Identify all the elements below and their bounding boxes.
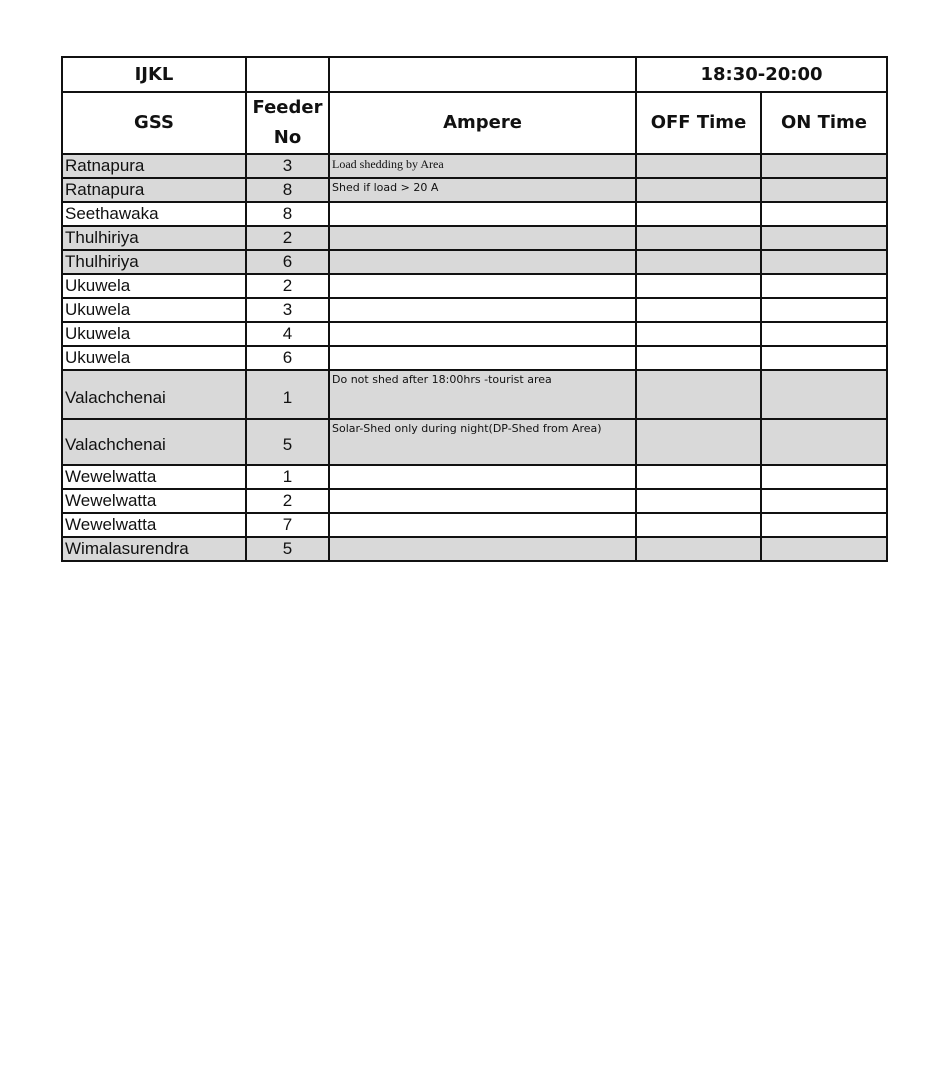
gss-cell: Ratnapura	[62, 154, 246, 178]
table-row	[62, 322, 887, 346]
feeder-no-cell: 5	[246, 419, 329, 465]
off-time-cell	[636, 370, 761, 419]
table-row	[62, 226, 887, 250]
feeder-no-cell: 7	[246, 513, 329, 537]
feeder-no-cell: 8	[246, 202, 329, 226]
ampere-note-cell	[329, 250, 636, 274]
gss-cell: Valachchenai	[62, 370, 246, 419]
ampere-note-cell	[329, 489, 636, 513]
on-time-cell	[761, 154, 887, 178]
table-row	[62, 419, 887, 465]
gss-cell: Thulhiriya	[62, 226, 246, 250]
off-time-cell	[636, 346, 761, 370]
feeder-header-line1: Feeder	[252, 97, 323, 118]
ampere-note-cell: Load shedding by Area	[329, 154, 636, 178]
on-time-cell	[761, 274, 887, 298]
table-row	[62, 250, 887, 274]
gss-cell: Thulhiriya	[62, 250, 246, 274]
off-time-cell	[636, 513, 761, 537]
ampere-note-cell	[329, 465, 636, 489]
table-row	[62, 370, 887, 419]
on-time-cell	[761, 465, 887, 489]
header-area-code: IJKL	[62, 57, 246, 92]
ampere-note-cell: Shed if load > 20 A	[329, 178, 636, 202]
column-header-gss: GSS	[62, 92, 246, 154]
feeder-no-cell: 4	[246, 322, 329, 346]
ampere-note-cell	[329, 274, 636, 298]
feeder-no-cell: 1	[246, 370, 329, 419]
on-time-cell	[761, 178, 887, 202]
ampere-note-cell	[329, 322, 636, 346]
ampere-note-cell: Do not shed after 18:00hrs -tourist area	[329, 370, 636, 419]
feeder-no-cell: 2	[246, 489, 329, 513]
off-time-cell	[636, 537, 761, 561]
gss-cell: Ukuwela	[62, 298, 246, 322]
ampere-note-cell	[329, 537, 636, 561]
table-row	[62, 537, 887, 561]
off-time-cell	[636, 178, 761, 202]
on-time-cell	[761, 513, 887, 537]
table-body	[62, 154, 887, 561]
ampere-note-cell	[329, 346, 636, 370]
gss-cell: Wewelwatta	[62, 489, 246, 513]
gss-cell: Wewelwatta	[62, 513, 246, 537]
feeder-no-cell: 8	[246, 178, 329, 202]
gss-cell: Ukuwela	[62, 322, 246, 346]
on-time-cell	[761, 298, 887, 322]
gss-cell: Ratnapura	[62, 178, 246, 202]
feeder-no-cell: 6	[246, 250, 329, 274]
column-header-on-time: ON Time	[761, 92, 887, 154]
on-time-cell	[761, 322, 887, 346]
table-row	[62, 178, 887, 202]
load-shedding-table	[61, 56, 888, 562]
header-blank-1	[246, 57, 329, 92]
on-time-cell	[761, 202, 887, 226]
table-row	[62, 465, 887, 489]
table-row	[62, 346, 887, 370]
feeder-no-cell: 1	[246, 465, 329, 489]
table-row	[62, 513, 887, 537]
gss-cell: Seethawaka	[62, 202, 246, 226]
off-time-cell	[636, 274, 761, 298]
column-header-ampere: Ampere	[329, 92, 636, 154]
off-time-cell	[636, 226, 761, 250]
header-blank-2	[329, 57, 636, 92]
off-time-cell	[636, 202, 761, 226]
table-row	[62, 202, 887, 226]
off-time-cell	[636, 154, 761, 178]
ampere-note-cell: Solar-Shed only during night(DP-Shed from Area)	[329, 419, 636, 465]
header-time-slot: 18:30-20:00	[636, 57, 887, 92]
off-time-cell	[636, 250, 761, 274]
ampere-note-cell	[329, 513, 636, 537]
off-time-cell	[636, 322, 761, 346]
ampere-note-cell	[329, 202, 636, 226]
feeder-no-cell: 2	[246, 226, 329, 250]
table-row	[62, 489, 887, 513]
feeder-no-cell: 6	[246, 346, 329, 370]
feeder-no-cell: 2	[246, 274, 329, 298]
column-header-feeder-no	[246, 92, 329, 154]
ampere-note-cell	[329, 226, 636, 250]
gss-cell: Ukuwela	[62, 274, 246, 298]
on-time-cell	[761, 537, 887, 561]
on-time-cell	[761, 250, 887, 274]
feeder-header-line2: No	[273, 127, 302, 148]
ampere-note-cell	[329, 298, 636, 322]
gss-cell: Valachchenai	[62, 419, 246, 465]
column-header-off-time: OFF Time	[636, 92, 761, 154]
on-time-cell	[761, 419, 887, 465]
off-time-cell	[636, 419, 761, 465]
table-row	[62, 154, 887, 178]
on-time-cell	[761, 346, 887, 370]
header-row-columns	[62, 92, 887, 154]
feeder-no-cell: 3	[246, 298, 329, 322]
off-time-cell	[636, 465, 761, 489]
off-time-cell	[636, 298, 761, 322]
feeder-no-cell: 3	[246, 154, 329, 178]
gss-cell: Ukuwela	[62, 346, 246, 370]
header-row-top	[62, 57, 887, 92]
off-time-cell	[636, 489, 761, 513]
gss-cell: Wimalasurendra	[62, 537, 246, 561]
on-time-cell	[761, 370, 887, 419]
gss-cell: Wewelwatta	[62, 465, 246, 489]
on-time-cell	[761, 226, 887, 250]
feeder-no-cell: 5	[246, 537, 329, 561]
on-time-cell	[761, 489, 887, 513]
table-row	[62, 274, 887, 298]
table-row	[62, 298, 887, 322]
